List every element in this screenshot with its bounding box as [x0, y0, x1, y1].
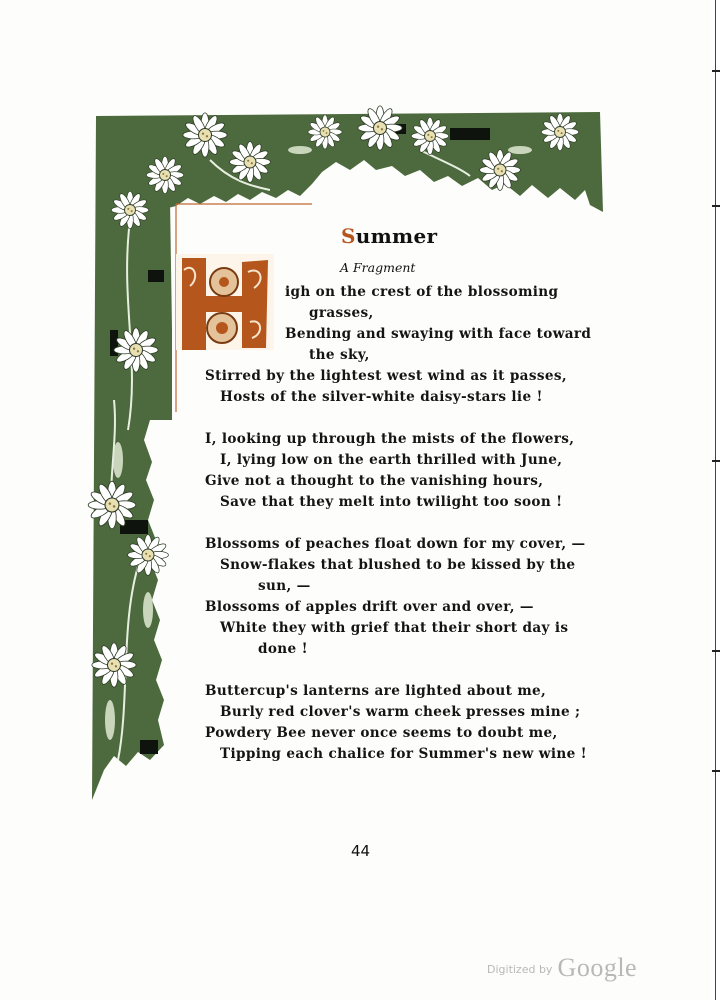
- drop-cap-h-ornament: [172, 252, 278, 356]
- poem-line: grasses,: [309, 305, 374, 321]
- poem-line: Blossoms of peaches float down for my cover, —: [205, 536, 586, 552]
- poem-title: Summer: [341, 224, 438, 248]
- poem-line: Hosts of the silver-white daisy-stars lie !: [220, 389, 543, 405]
- poem-line: Give not a thought to the vanishing hours,: [205, 473, 544, 489]
- poem-subtitle: A Fragment: [340, 260, 416, 275]
- poem-line: Burly red clover's warm cheek presses mine ;: [220, 704, 581, 720]
- poem-line: done !: [258, 641, 308, 657]
- poem-line: Stirred by the lightest west wind as it passes,: [205, 368, 567, 384]
- poem-line: Powdery Bee never once seems to doubt me,: [205, 725, 558, 741]
- page-number: 44: [350, 842, 371, 860]
- poem-line: the sky,: [309, 347, 370, 363]
- poem-line: Save that they melt into twilight too soon !: [220, 494, 563, 510]
- poem-line: igh on the crest of the blossoming: [285, 284, 559, 300]
- poem-line: Blossoms of apples drift over and over, —: [205, 599, 534, 615]
- poem-line: Buttercup's lanterns are lighted about me,: [205, 683, 547, 699]
- digitized-watermark: Digitized by Google: [487, 953, 638, 982]
- poem-line: Tipping each chalice for Summer's new wine !: [220, 746, 587, 762]
- poem-line: I, looking up through the mists of the flowers,: [205, 431, 575, 447]
- poem-line: Snow-flakes that blushed to be kissed by the: [220, 557, 576, 573]
- google-logo: Google: [557, 953, 638, 982]
- poem-line: sun, —: [258, 578, 311, 594]
- poem-line: Bending and swaying with face toward: [285, 326, 592, 342]
- poem-line: White they with grief that their short day is: [220, 620, 569, 636]
- poem-line: I, lying low on the earth thrilled with June,: [220, 452, 563, 468]
